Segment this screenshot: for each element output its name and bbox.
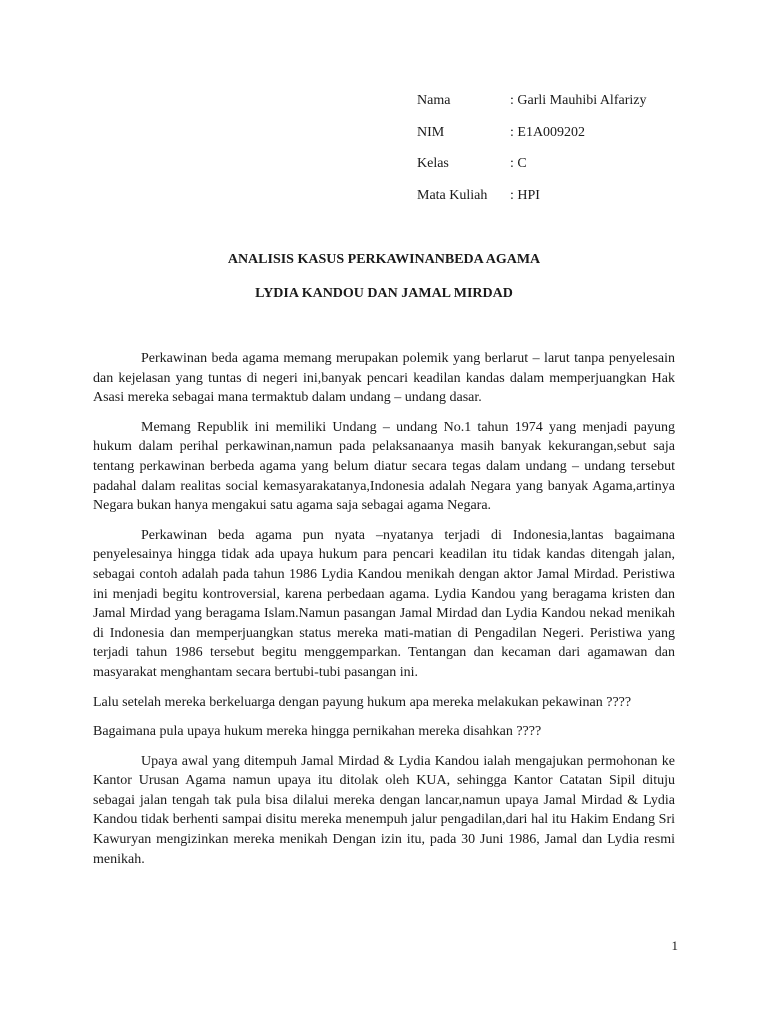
info-label: Nama: [417, 93, 451, 108]
paragraph-3: Perkawinan beda agama pun nyata –nyatanya terjadi di Indonesia,lantas bagaimana penyelesainya hingga tidak ada upaya hukum para pencari keadilan itu tidak kandas ditengah jalan, sebagai contoh adalah pada tahun 1986 Lydia Kandou menikah dengan aktor Jamal Mirdad. Peristiwa ini menjadi begitu kontroversial, karena perbedaan agama. Lydia Kandou yang beragama kristen dan Jamal Mirdad yang beragama Islam.Namun pasangan Jamal Mirdad dan Lydia Kandou nekad menikah di Indonesia dan memperjuangkan status mereka mati-matian di Pengadilan Negeri. Peristiwa yang terjadi tahun 1986 tersebut begitu menggemparkan. Tentangan dan kecaman dari agamawan dan masyarakat menghantam secara bertubi-tubi pasangan ini.: [93, 527, 675, 680]
info-row-kelas: [417, 153, 646, 185]
info-label: Mata Kuliah: [417, 187, 488, 203]
title-line-2: LYDIA KANDOU DAN JAMAL MIRDAD: [255, 286, 513, 301]
info-label: NIM: [417, 124, 445, 140]
document-body: [93, 349, 675, 879]
page-number: 1: [671, 938, 678, 953]
info-value: : E1A009202: [510, 124, 586, 140]
paragraph-2: Memang Republik ini memiliki Undang – undang No.1 tahun 1974 yang menjadi payung hukum dalam perihal perkawinan,namun pada pelaksanaanya masih banyak kekurangan,sebut saja tentang perkawinan berbeda agama yang belum diatur secara tegas dalam undang – undang tersebut padahal dalam realitas social kemasyarakatanya,Indonesia adalah Negara yang banyak Agama,artinya Negara bukan hanya mengakui satu agama saja sebagai agama Negara.: [93, 419, 675, 514]
info-row-mata-kuliah: [417, 185, 646, 217]
document-title: [0, 250, 768, 318]
info-label: Kelas: [417, 156, 449, 171]
question-2: Bagaimana pula upaya hukum mereka hingga pernikahan mereka disahkan ????: [93, 724, 542, 740]
question-1: Lalu setelah mereka berkeluarga dengan payung hukum apa mereka melakukan pekawinan ????: [93, 694, 632, 710]
info-row-nim: [417, 122, 646, 154]
paragraph-1: Perkawinan beda agama memang merupakan polemik yang berlarut – larut tanpa penyelesain dan kejelasan yang tuntas di negeri ini,banyak pencari keadilan kandas dalam memperjuangkan Hak Asasi mereka sebagai mana termaktub dalam undang – undang dasar.: [93, 351, 675, 406]
title-line-1: ANALISIS KASUS PERKAWINANBEDA AGAMA: [227, 252, 541, 267]
info-row-nama: [417, 90, 646, 122]
info-value: : HPI: [510, 187, 540, 203]
student-info: [417, 90, 646, 216]
paragraph-4: Upaya awal yang ditempuh Jamal Mirdad & Lydia Kandou ialah mengajukan permohonan ke Kantor Urusan Agama namun upaya itu ditolak oleh KUA, sehingga Kantor Catatan Sipil dituju sebagai jalan tengah tak pula bisa dilalui mereka dengan lancar,namun upaya Jamal Mirdad & Lydia Kandou tidak berhenti sampai disitu mereka menempuh jalur pengadilan,dari hal itu Hakim Endang Sri Kawuryan mengizinkan mereka menikah Dengan izin itu, pada 30 Juni 1986, Jamal dan Lydia resmi menikah.: [93, 753, 675, 867]
info-value: : Garli Mauhibi Alfarizy: [510, 93, 647, 108]
info-value: : C: [510, 156, 527, 171]
